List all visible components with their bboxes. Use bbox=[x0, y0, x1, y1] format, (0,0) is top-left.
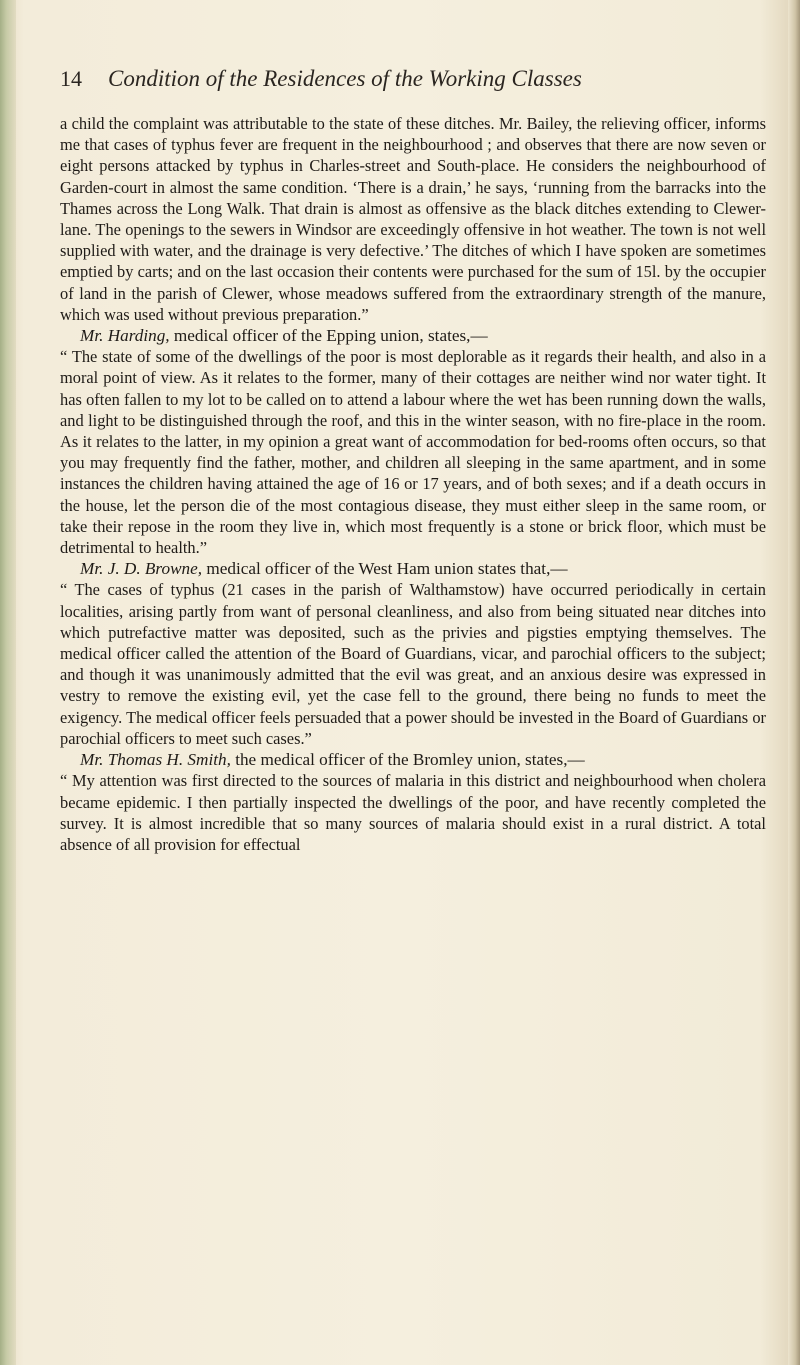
speaker-role: medical officer of the Epping union, states,— bbox=[169, 326, 488, 346]
binding-edge bbox=[0, 0, 16, 1365]
speaker-name: Mr. Thomas H. Smith, bbox=[80, 750, 231, 770]
page-header bbox=[60, 66, 760, 102]
paragraph bbox=[60, 113, 766, 325]
body-text bbox=[60, 113, 766, 855]
page-number: 14 bbox=[60, 66, 82, 91]
quotation-text: “ The state of some of the dwellings of the poor is most deplorable as it regards their health, and also in a moral point of view. As it relates to the former, many of their cottages are neither wind nor water tight. It has often fallen to my lot to be called on to attend a labour where the wet has been running down the walls, and light to be distinguished through the roof, and this in the winter season, with no fire-place in the room. As it relates to the latter, in my opinion a great want of accommodation for bed-rooms often occurs, so that you may frequently find the father, mother, and children all sleeping in the same apartment, and in some instances the children having attained the age of 16 or 17 years, and of both sexes; and if a death occurs in the house, let the person die of the most contagious disease, they must either sleep in the same room, or take their repose in the room they live in, which most frequently is a stone or brick floor, which must be detrimental to health.” bbox=[60, 347, 766, 558]
speaker-role: medical officer of the West Ham union states that,— bbox=[202, 559, 568, 579]
speaker-role: the medical officer of the Bromley union, states,— bbox=[230, 750, 585, 770]
quotation bbox=[60, 579, 766, 749]
quotation bbox=[60, 770, 766, 855]
quotation-text: “ The cases of typhus (21 cases in the parish of Walthamstow) have occurred periodically in certain localities, arising partly from want of personal cleanliness, and also from being situated near ditches into which putrefactive matter was deposited, such as the privies and pigsties emptying themselves. The medical officer called the attention of the Board of Guardians, vicar, and parochial officers to the subject; and though it was unanimously admitted that the evil was great, and an anxious desire was expressed in vestry to remove the existing evil, yet the case fell to the ground, there being no funds to meet the exigency. The medical officer feels persuaded that a power should be invested in the Board of Guardians or parochial officers to meet such cases.” bbox=[60, 580, 766, 748]
speaker-name: Mr. J. D. Browne, bbox=[80, 559, 203, 579]
quotation bbox=[60, 346, 766, 558]
quotation-text: “ My attention was first directed to the sources of malaria in this district and neighbourhood when cholera became epidemic. I then partially inspected the dwellings of the poor, and have recently completed the survey. It is almost incredible that so many sources of malaria should exist in a rural district. A total absence of all provision for effectual bbox=[60, 771, 766, 854]
speaker-name: Mr. Harding, bbox=[80, 326, 170, 346]
speaker-introduction bbox=[60, 325, 766, 346]
speaker-introduction bbox=[60, 558, 766, 579]
page-edge bbox=[788, 0, 800, 1365]
speaker-introduction bbox=[60, 749, 766, 770]
paragraph-text: a child the complaint was attributable to the state of these ditches. Mr. Bailey, the relieving officer, informs me that cases of typhus fever are frequent in the neighbourhood ; and observes that there are now seven or eight persons attacked by typhus in Charles-street and South-place. He considers the neighbourhood of Garden-court in almost the same condition. ‘There is a drain,’ he says, ‘running from the barracks into the Thames across the Long Walk. That drain is almost as offensive as the black ditches extending to Clewer-lane. The openings to the sewers in Windsor are exceedingly offensive in hot weather. The town is not well supplied with water, and the drainage is very defective.’ The ditches of which I have spoken are sometimes emptied by carts; and on the last occasion their contents were purchased for the sum of 15l. by the occupier of land in the parish of Clewer, whose meadows suffered from the extraordinary strength of the manure, which was used without previous preparation.” bbox=[60, 114, 766, 324]
running-title: Condition of the Residences of the Working Classes bbox=[108, 66, 582, 91]
